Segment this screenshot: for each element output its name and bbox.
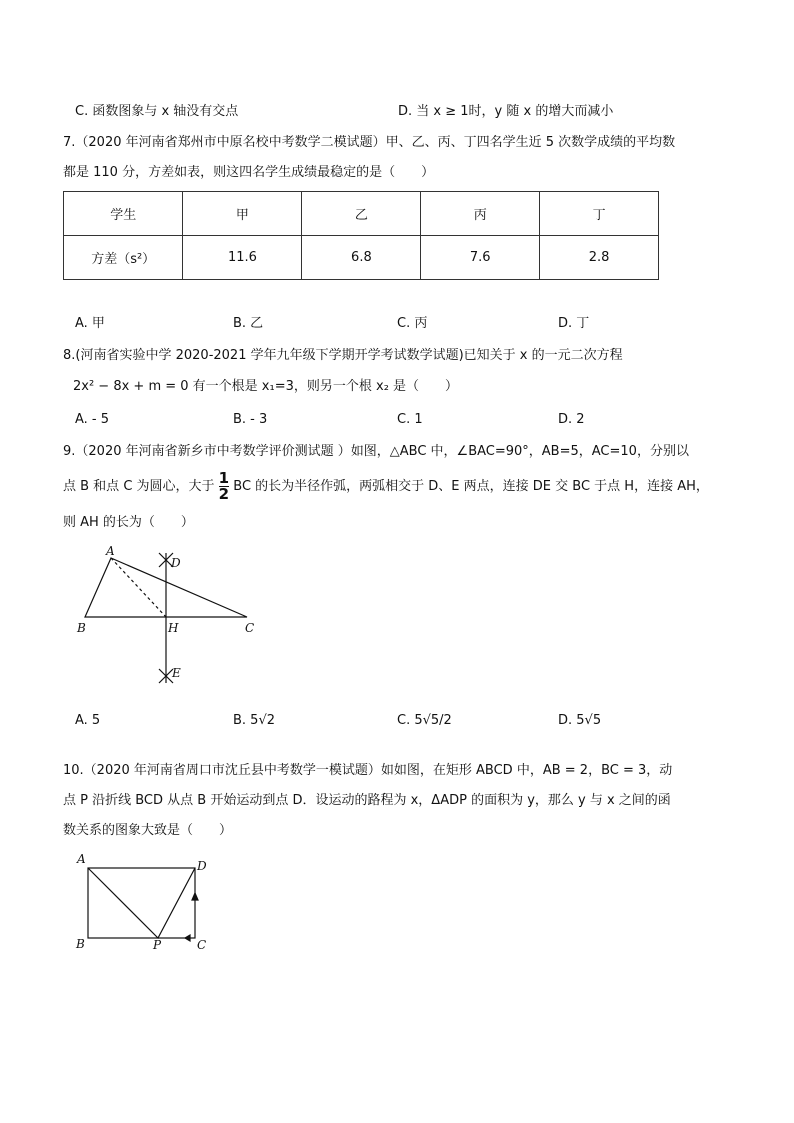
table-cell: 学生 [64,192,183,236]
label-e: E [172,666,181,680]
rectangle-figure [88,868,198,941]
q10-text-line3: 数关系的图象大致是（ ） [63,823,233,838]
q9-text-line3: 则 AH 的长为（ ） [63,515,194,530]
label-b: B [77,621,86,635]
triangle-figure [85,553,247,683]
q6-option-d: D. 当 x ≥ 1时，y 随 x 的增大而减小 [398,104,614,119]
label-d: D [197,859,207,873]
label-c: C [197,938,207,952]
q9-option-d: D. 5√5 [558,713,602,728]
q7-option-b: B. 乙 [233,316,264,331]
label-h: H [168,621,179,635]
table-cell: 6.8 [302,236,421,280]
label-a: A [106,544,115,558]
q9-option-b: B. 5√2 [233,713,276,728]
label-p: P [153,938,162,952]
q10-text-line2: 点 P 沿折线 BCD 从点 B 开始运动到点 D．设运动的路程为 x，ΔADP 的面积为 y，那么 y 与 x 之间的函 [63,793,671,808]
q9-text-line1: 9.（2020 年河南省新乡市中考数学评价测试题 ）如图，△ABC 中，∠BAC=90°，AB=5，AC=10，分别以 [63,444,689,459]
q7-option-d: D. 丁 [558,316,590,331]
q7-option-c: C. 丙 [397,316,428,331]
fraction-numerator: 1 [218,469,230,487]
q10-text-line1: 10.（2020 年河南省周口市沈丘县中考数学一模试题）如如图，在矩形 ABCD 中，AB = 2，BC = 3，动 [63,763,673,778]
table-cell: 丙 [421,192,540,236]
q8-option-c: C. 1 [397,412,423,427]
fraction-denominator: 2 [218,485,230,503]
table-cell: 11.6 [183,236,302,280]
table-cell: 方差（s²） [64,236,183,280]
table-cell: 甲 [183,192,302,236]
q8-option-a: A. - 5 [75,412,110,427]
label-a: A [77,852,86,866]
table-cell: 丁 [540,192,659,236]
label-d: D [171,556,181,570]
q8-option-b: B. - 3 [233,412,268,427]
table-cell: 2.8 [540,236,659,280]
q8-option-d: D. 2 [558,412,585,427]
q8-text-line2: 2x² − 8x + m = 0 有一个根是 x₁=3，则另一个根 x₂ 是（ ） [73,379,459,394]
q9-text-line2a: 点 B 和点 C 为圆心，大于 [63,479,215,494]
q9-text-line2b: BC 的长为半径作弧，两弧相交于 D、E 两点，连接 DE 交 BC 于点 H，连接 AH， [233,479,709,494]
q8-text-line1: 8.(河南省实验中学 2020-2021 学年九年级下学期开学考试数学试题)已知关于 x 的一元二次方程 [63,348,623,363]
q9-option-a: A. 5 [75,713,101,728]
q9-option-c: C. 5√5/2 [397,713,452,728]
table-cell: 乙 [302,192,421,236]
table-cell: 7.6 [421,236,540,280]
label-c: C [245,621,255,635]
q6-option-c: C. 函数图象与 x 轴没有交点 [75,104,239,119]
label-b: B [76,937,85,951]
q7-text-line2: 都是 110 分，方差如表，则这四名学生成绩最稳定的是（ ） [63,165,435,180]
q7-text-line1: 7.（2020 年河南省郑州市中原名校中考数学二模试题）甲、乙、丙、丁四名学生近 5 次数学成绩的平均数 [63,135,676,150]
q7-option-a: A. 甲 [75,316,105,331]
